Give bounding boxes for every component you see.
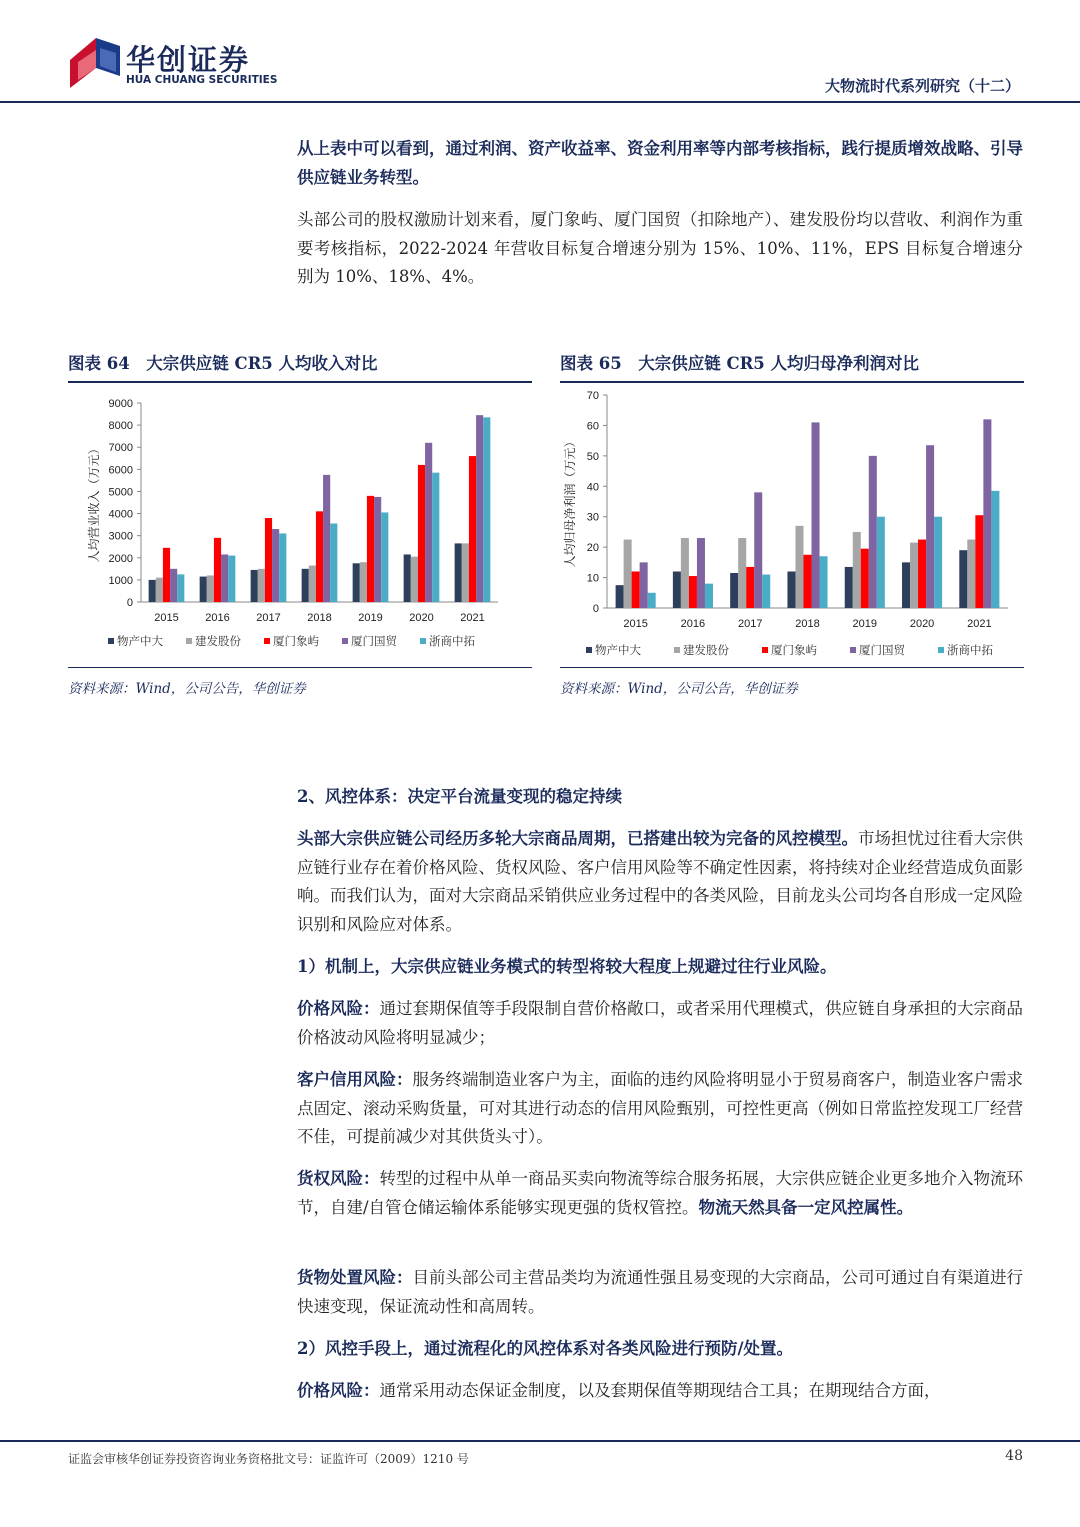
- bar: [689, 576, 697, 608]
- price-risk-2-text: 通常采用动态保证金制度，以及套期保值等期现结合工具；在期现结合方面，: [379, 1381, 941, 1400]
- bar: [991, 491, 999, 608]
- y-tick-label: 7000: [108, 442, 133, 455]
- bar: [869, 456, 877, 608]
- bar: [476, 415, 483, 602]
- price-risk-text: 通过套期保值等手段限制自营价格敞口，或者采用代理模式，供应链自身承担的大宗商品价格波动风险将明显减少；: [297, 999, 1023, 1047]
- document-title: 大物流时代系列研究（十二）: [824, 77, 1020, 95]
- bar: [812, 422, 820, 608]
- bar: [323, 475, 330, 602]
- bar: [877, 517, 885, 608]
- bar: [265, 518, 272, 602]
- legend-swatch: [938, 647, 944, 653]
- bar: [418, 465, 425, 602]
- legend-label: 厦门国贸: [351, 634, 397, 648]
- bar: [795, 526, 803, 608]
- x-tick-label: 2019: [852, 618, 878, 630]
- x-tick-label: 2018: [795, 618, 820, 630]
- logo-en-text: HUA CHUANG SECURITIES: [126, 74, 278, 86]
- figure-65-source: 资料来源：Wind，公司公告，华创证券: [560, 681, 798, 697]
- bar: [381, 512, 388, 602]
- legend-swatch: [186, 638, 192, 644]
- bar: [926, 445, 934, 608]
- price-risk-label: 价格风险：: [297, 999, 380, 1018]
- y-tick-label: 70: [586, 390, 599, 402]
- bar: [469, 456, 476, 602]
- legend-label: 浙商中拓: [429, 634, 475, 648]
- bar: [746, 567, 754, 608]
- legend-label: 物产中大: [595, 643, 641, 657]
- bar: [302, 569, 309, 602]
- bar: [149, 580, 156, 602]
- bar: [648, 593, 656, 608]
- x-tick-label: 2016: [205, 612, 230, 624]
- header-divider: [0, 101, 1080, 103]
- figure-65-title: 图表 65 大宗供应链 CR5 人均归母净利润对比: [560, 354, 920, 373]
- bar: [803, 555, 811, 608]
- cargo-risk-label: 货权风险：: [297, 1169, 380, 1188]
- bar: [360, 562, 367, 602]
- bar: [353, 563, 360, 602]
- price-risk-paragraph: [297, 995, 1023, 1052]
- x-tick-label: 2019: [358, 612, 383, 624]
- bar: [411, 557, 418, 602]
- bar: [983, 419, 991, 608]
- bar: [214, 538, 221, 602]
- figure-64-bottom-rule: [68, 667, 532, 668]
- bar: [330, 524, 337, 602]
- disposal-risk-text: 目前头部公司主营品类均为流通性强且易变现的大宗商品，公司可通过自有渠道进行快速变现，保证流动性和高周转。: [297, 1268, 1023, 1316]
- y-tick-label: 9000: [108, 398, 133, 410]
- x-tick-label: 2017: [256, 612, 281, 624]
- section-2-body: 市场担忧过往看大宗供应链行业存在着价格风险、货权风险、客户信用风险等不确定性因素，将持续对企业经营造成负面影响。而我们认为，面对大宗商品采销供应业务过程中的各类风险，目前龙头公司均各自形成一定风险识别和风险应对体系。: [297, 829, 1023, 934]
- net-profit-per-capita-chart: [560, 386, 1024, 666]
- bar: [918, 540, 926, 608]
- credit-risk-label: 客户信用风险：: [297, 1070, 413, 1089]
- bar: [730, 573, 738, 608]
- bar: [697, 538, 705, 608]
- bar: [228, 556, 235, 602]
- intro-paragraph: 头部公司的股权激励计划来看，厦门象屿、厦门国贸（扣除地产）、建发股份均以营收、利润作为重要考核指标，2022-2024 年营收目标复合增速分别为 15%、10%、11%，EPS 目标复合增速分别为 10%、18%、4%。: [297, 210, 1023, 286]
- bar: [632, 571, 640, 608]
- x-tick-label: 2021: [967, 618, 992, 630]
- disposal-risk-paragraph: [297, 1264, 1023, 1321]
- y-tick-label: 4000: [108, 508, 133, 521]
- y-tick-label: 3000: [108, 530, 133, 543]
- legend-swatch: [850, 647, 856, 653]
- y-tick-label: 50: [586, 450, 599, 463]
- legend-swatch: [264, 638, 270, 644]
- bar: [624, 540, 632, 608]
- footer-license-text: 证监会审核华创证券投资咨询业务资格批文号：证监许可（2009）1210 号: [68, 1452, 469, 1466]
- price-risk-2-label: 价格风险：: [297, 1381, 380, 1400]
- x-tick-label: 2021: [460, 612, 485, 624]
- y-tick-label: 10: [586, 572, 599, 585]
- y-tick-label: 30: [586, 511, 599, 524]
- footer-divider: [0, 1440, 1080, 1442]
- bar: [934, 517, 942, 608]
- bar: [705, 584, 713, 608]
- figure-65-top-rule: [560, 381, 1024, 383]
- bar: [462, 543, 469, 602]
- subheading-risk-means: 2）风控手段上，通过流程化的风控体系对各类风险进行预防/处置。: [297, 1339, 794, 1358]
- figure-65-bottom-rule: [560, 667, 1024, 668]
- bar: [455, 543, 462, 602]
- bar: [762, 575, 770, 608]
- bar: [279, 533, 286, 602]
- y-tick-label: 1000: [108, 574, 133, 587]
- bar: [207, 575, 214, 602]
- bar: [754, 492, 762, 608]
- bar: [910, 543, 918, 608]
- bar: [975, 515, 983, 608]
- y-tick-label: 0: [592, 603, 599, 615]
- credit-risk-paragraph: [297, 1066, 1023, 1152]
- bar: [221, 554, 228, 602]
- x-tick-label: 2017: [737, 618, 763, 630]
- bar: [309, 566, 316, 602]
- bar: [820, 556, 828, 608]
- x-tick-label: 2018: [307, 612, 332, 624]
- legend-label: 建发股份: [683, 643, 729, 657]
- intro-paragraph-bold: 从上表中可以看到，通过利润、资产收益率、资金利用率等内部考核指标，践行提质增效战略、引导供应链业务转型。: [297, 139, 1023, 187]
- figure-64-top-rule: [68, 381, 532, 383]
- x-tick-label: 2016: [680, 618, 706, 630]
- bar: [902, 562, 910, 608]
- cargo-risk-conclusion: 物流天然具备一定风控属性。: [698, 1197, 914, 1217]
- x-tick-label: 2020: [909, 618, 935, 630]
- section-2-paragraph: [297, 825, 1023, 939]
- bar: [200, 577, 207, 602]
- y-tick-label: 8000: [108, 420, 133, 433]
- y-tick-label: 20: [586, 542, 599, 555]
- bar: [251, 570, 258, 602]
- logo-cn-text: 华创证券: [126, 43, 251, 77]
- legend-swatch: [342, 638, 348, 644]
- legend-label: 浙商中拓: [947, 643, 993, 657]
- subheading-mechanism: 1）机制上，大宗供应链业务模式的转型将较大程度上规避过往行业风险。: [297, 957, 837, 976]
- credit-risk-text: 服务终端制造业客户为主，面临的违约风险将明显小于贸易商客户，制造业客户需求点固定、滚动采购货量，可对其进行动态的信用风险甄别，可控性更高（例如日常监控发现工厂经营不佳，可提前减少对其供货头寸）。: [297, 1070, 1023, 1146]
- legend-swatch: [586, 647, 592, 653]
- y-tick-label: 2000: [108, 552, 133, 565]
- legend-swatch: [420, 638, 426, 644]
- logo-mark-icon: [70, 38, 122, 88]
- y-axis-label: 人均营业收入（万元）: [87, 442, 101, 563]
- x-tick-label: 2015: [154, 612, 179, 624]
- legend-label: 厦门国贸: [859, 643, 905, 657]
- bar: [959, 550, 967, 608]
- y-tick-label: 60: [586, 420, 599, 433]
- figure-64-source: 资料来源：Wind，公司公告，华创证券: [68, 681, 306, 697]
- legend-label: 建发股份: [195, 634, 241, 648]
- bar: [316, 511, 323, 602]
- bar: [616, 585, 624, 608]
- y-tick-label: 5000: [108, 486, 133, 499]
- bar: [367, 496, 374, 602]
- x-tick-label: 2015: [623, 618, 648, 630]
- bar: [738, 538, 746, 608]
- legend-label: 厦门象屿: [273, 634, 319, 648]
- y-axis-label: 人均归母净利润（万元）: [563, 435, 577, 568]
- section-2-heading: 2、风控体系：决定平台流量变现的稳定持续: [297, 787, 622, 806]
- legend-swatch: [674, 647, 680, 653]
- cargo-risk-text: 转型的过程中从单一商品买卖向物流等综合服务拓展，大宗供应链企业更多地介入物流环节，自建/自管仓储运输体系能够实现更强的货权管控。: [297, 1169, 1023, 1217]
- bar: [681, 538, 689, 608]
- bar: [163, 548, 170, 602]
- cargo-risk-paragraph: [297, 1165, 1023, 1222]
- y-tick-label: 0: [126, 597, 133, 609]
- bar: [483, 417, 490, 602]
- page-number: 48: [1005, 1448, 1023, 1464]
- legend-label: 厦门象屿: [771, 643, 817, 657]
- bar: [673, 571, 681, 608]
- bar: [967, 540, 975, 608]
- x-tick-label: 2020: [409, 612, 434, 624]
- bar: [404, 554, 411, 602]
- revenue-per-capita-chart: [68, 386, 532, 666]
- bar: [258, 569, 265, 602]
- bar: [787, 571, 795, 608]
- bar: [177, 574, 184, 602]
- section-2-lead: 头部大宗供应链公司经历多轮大宗商品周期，已搭建出较为完备的风控模型。: [297, 829, 858, 848]
- bar: [845, 567, 853, 608]
- price-risk-2-paragraph: [297, 1377, 1023, 1406]
- disposal-risk-label: 货物处置风险：: [297, 1268, 413, 1287]
- legend-label: 物产中大: [117, 634, 163, 648]
- bar: [156, 578, 163, 602]
- bar: [272, 529, 279, 602]
- y-tick-label: 6000: [108, 464, 133, 477]
- legend-swatch: [762, 647, 768, 653]
- company-logo: [70, 38, 280, 90]
- bar: [170, 569, 177, 602]
- bar: [861, 549, 869, 608]
- figure-64-title: 图表 64 大宗供应链 CR5 人均收入对比: [68, 354, 378, 373]
- bar: [425, 443, 432, 602]
- bar: [432, 473, 439, 602]
- bar: [853, 532, 861, 608]
- legend-swatch: [108, 638, 114, 644]
- y-tick-label: 40: [586, 481, 599, 494]
- bar: [374, 497, 381, 602]
- bar: [640, 562, 648, 608]
